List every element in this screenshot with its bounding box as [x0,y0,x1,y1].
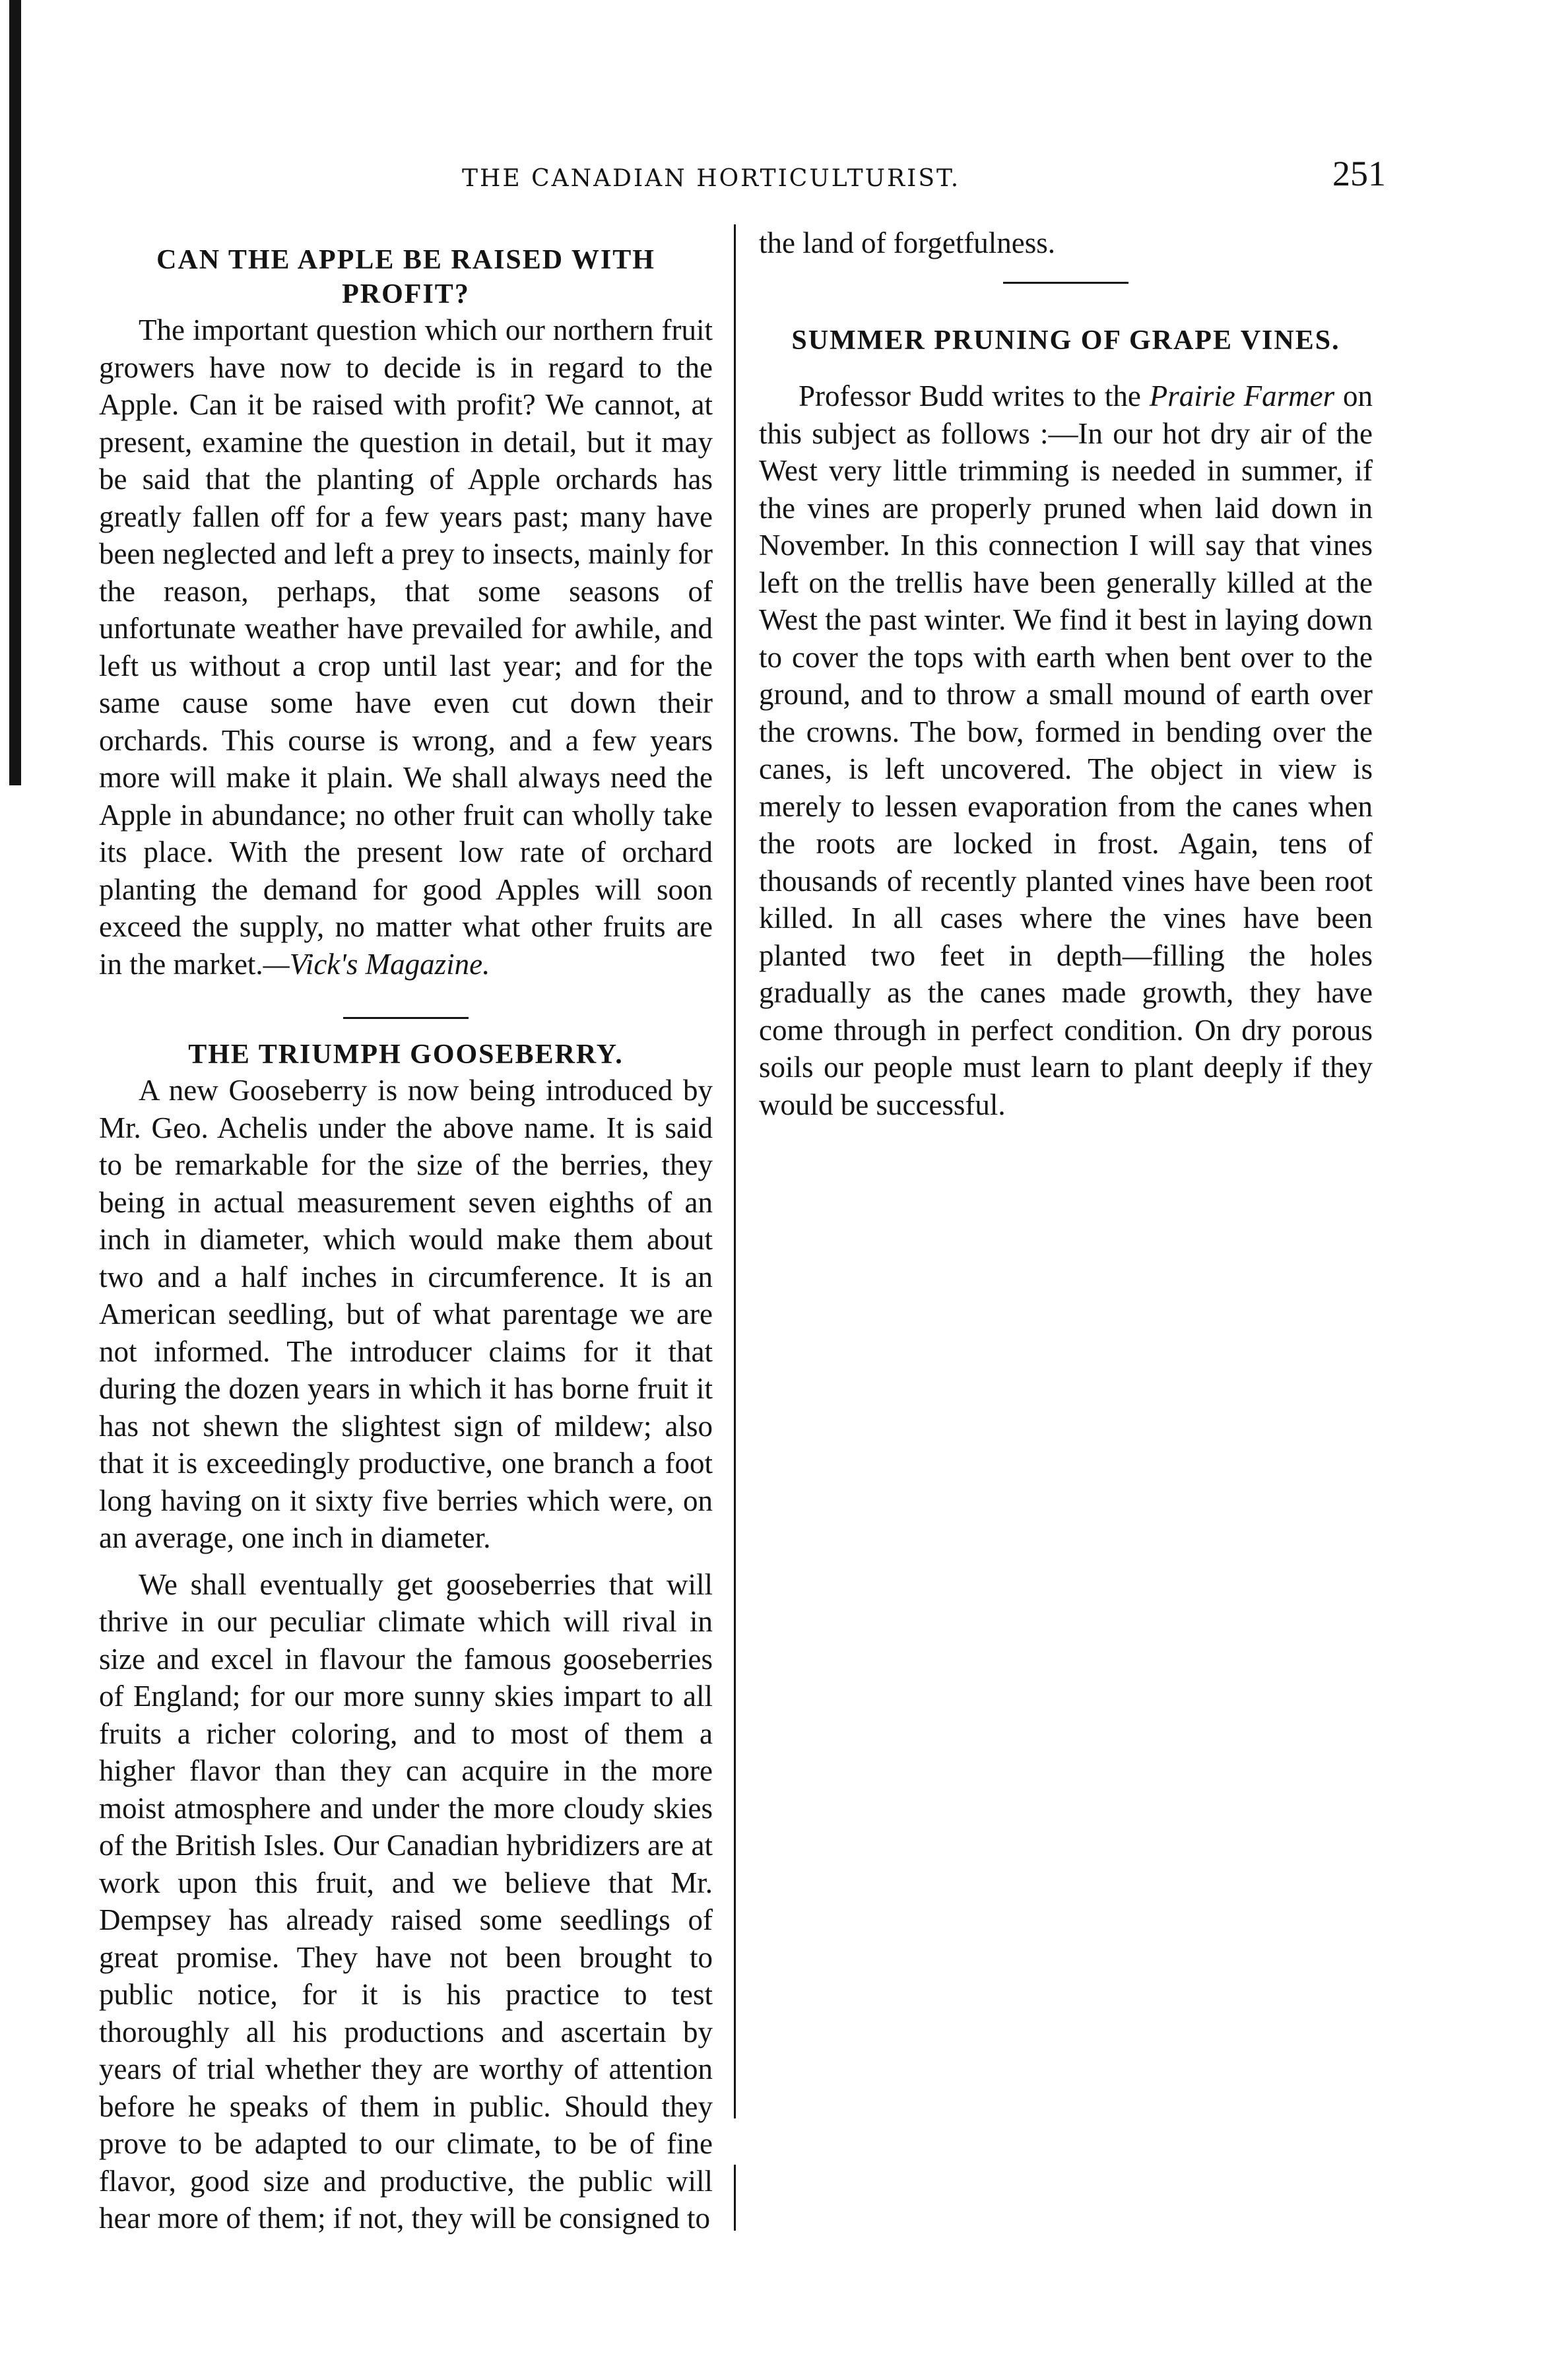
grape-article-title: SUMMER PRUNING OF GRAPE VINES. [791,325,1340,356]
gooseberry-paragraph-2: We shall eventually get gooseberries that will thrive in our peculiar climate which will rival in size and excel in flavour the famous gooseberries of England; for our more sunny skies impart to all fruits a richer coloring, and to most of them a higher flavor than they can acquire in the more moist atmosphere and under the more cloudy skies of the British Isles. Our Canadian hybridizers are at work upon this fruit, and we believe that Mr. Dempsey has already raised some seedlings of great promise. They have not been brought to public notice, for it is his practice to test thoroughly all his productions and ascertain by years of trial whether they are worthy of attention before he speaks of them in public. Should they prove to be adapted to our climate, to be of fine flavor, good size and productive, the public will hear more of them; if not, they will be consigned to [99,1567,713,2235]
apple-article-source: —Vick's Magazine. [263,947,490,981]
apple-article-text: The important question which our northern fruit growers have now to decide is in regard to the Apple. Can it be raised with profit? We cannot, at present, examine the question in detail, but it may be said that the planting of Apple orchards has greatly fallen off for a few years past; many have been neglected and left a prey to insects, mainly for the reason, perhaps, that some seasons of unfortunate weather have prevailed for awhile, and left us without a crop until last year; and for the same cause some have even cut down their orchards. This course is wrong, and a few years more will make it plain. We shall always need the Apple in abundance; no other fruit can wholly take its place. With the present low rate of orchard planting the demand for good Apples will soon exceed the supply, no matter what other fruits are in the market. [99,313,713,981]
page-header [462,153,1386,199]
column-divider-tail [734,2165,736,2231]
page-number: 251 [1332,154,1386,193]
gooseberry-article-title: THE TRIUMPH GOOSEBERRY. [188,1039,624,1070]
column-divider [734,224,736,2118]
right-column [759,262,1373,1123]
gooseberry-paragraph-2-continued: the land of forgetfulness. [759,226,1056,259]
left-column [99,224,713,2237]
grape-article-body [759,377,1373,1123]
apple-article-body [99,311,713,983]
grape-article-text: on this subject as follows :—In our hot dry air of the West very little trimming is needed in summer, if the vines are properly pruned when laid down in November. In this connection I will say that vines left on the trellis have been generally killed at the West the past winter. We find it best in laying down to cover the tops with earth when bent over to the ground, and to throw a small mound of earth over the crowns. The bow, formed in bending over the canes, is left uncovered. The object in view is merely to lessen evaporation from the canes when the roots are locked in frost. Again, tens of thousands of recently planted vines have been root killed. In all cases where the vines have been planted two feet in depth—filling the holes gradually as the canes made growth, they have come through in perfect condition. On dry porous soils our people must learn to plant deeply if they would be successful. [759,379,1373,1121]
gooseberry-paragraph-1: A new Gooseberry is now being introduced by Mr. Geo. Achelis under the above name. It is said to be remarkable for the size of the berries, they being in actual measurement seven eighths of an inch in diameter, which would make them about two and a half inches in circumference. It is an American seedling, but of what parentage we are not informed. The introducer claims for it that during the dozen years in which it has borne fruit it has not shewn the slightest sign of mildew; also that it is exceedingly productive, one branch a foot long having on it sixty five berries which were, on an average, one inch in diameter. [99,1074,713,1554]
right-column-top [759,224,1373,262]
page-edge-rule [9,0,21,785]
grape-article-intro: Professor Budd writes to the [799,379,1150,412]
apple-article-title: CAN THE APPLE BE RAISED WITH PROFIT? [156,245,655,310]
grape-article-periodical: Prairie Farmer [1149,379,1335,412]
running-title: THE CANADIAN HORTICULTURIST. [462,165,961,192]
